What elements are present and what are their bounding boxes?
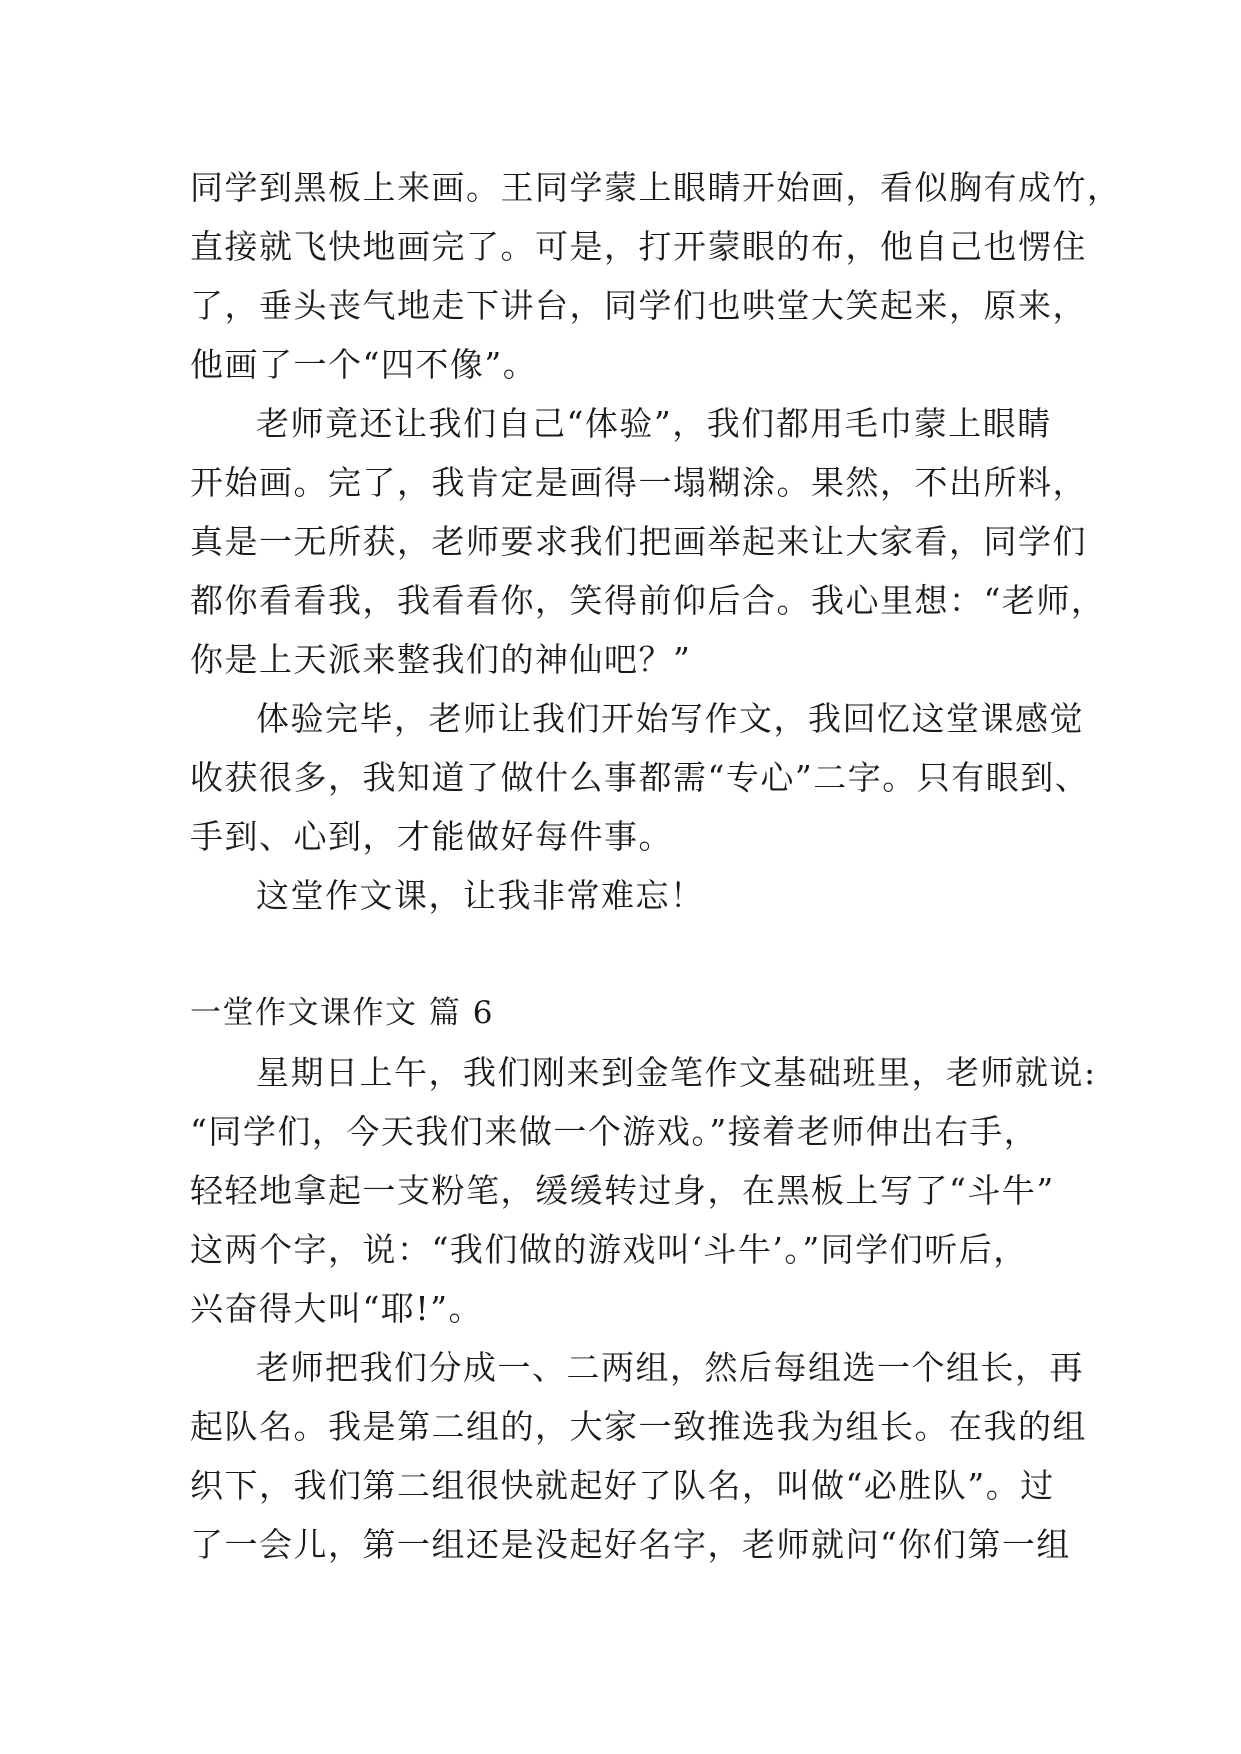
text-line: 体验完毕，老师让我们开始写作文，我回忆这堂课感觉 <box>256 699 1084 738</box>
text-line: 起队名。我是第二组的，大家一致推选我为组长。在我的组 <box>190 1407 1087 1446</box>
paragraph <box>190 1338 1087 1574</box>
text-line: 收获很多，我知道了做什么事都需“专心”二字。只有眼到、 <box>190 758 1090 797</box>
text-line: 真是一无所获，老师要求我们把画举起来让大家看，同学们 <box>190 522 1087 561</box>
text-line: 兴奋得大叫“耶!”。 <box>190 1289 484 1328</box>
text-line: 他画了一个“四不像”。 <box>190 345 538 384</box>
section-heading: 一堂作文课作文 篇 6 <box>190 995 494 1031</box>
text-line: 你是上天派来整我们的神仙吧？” <box>190 640 692 679</box>
paragraph <box>190 394 1106 689</box>
text-line: 了，垂头丧气地走下讲台，同学们也哄堂大笑起来，原来， <box>190 286 1087 325</box>
text-line: 直接就飞快地画完了。可是，打开蒙眼的布，他自己也愣住 <box>190 227 1087 266</box>
text-line: “同学们，今天我们来做一个游戏。”接着老师伸出右手， <box>190 1112 1039 1151</box>
text-line: 这两个字，说：“我们做的游戏叫‘斗牛’。”同学们听后， <box>190 1230 1028 1269</box>
paragraph <box>190 1043 1097 1338</box>
text-line: 同学到黑板上来画。王同学蒙上眼睛开始画，看似胸有成竹， <box>190 168 1122 207</box>
text-line: 这堂作文课，让我非常难忘！ <box>256 876 705 915</box>
text-line: 老师把我们分成一、二两组，然后每组选一个组长，再 <box>256 1348 1084 1387</box>
section-spacer <box>190 925 1070 984</box>
text-line: 织下，我们第二组很快就起好了队名，叫做“必胜队”。过 <box>190 1466 1055 1505</box>
text-line: 了一会儿，第一组还是没起好名字，老师就问“你们第一组 <box>190 1525 1071 1564</box>
text-line: 都你看看我，我看看你，笑得前仰后合。我心里想：“老师， <box>190 581 1106 620</box>
text-line: 手到、心到，才能做好每件事。 <box>190 817 673 856</box>
paragraph <box>190 866 1070 925</box>
paragraph <box>190 158 1122 394</box>
text-line: 星期日上午，我们刚来到金笔作文基础班里，老师就说: <box>256 1053 1097 1092</box>
document-page <box>190 158 1122 1574</box>
text-line: 老师竟还让我们自己“体验”，我们都用毛巾蒙上眼睛 <box>256 404 1052 443</box>
paragraph <box>190 689 1090 866</box>
text-line: 开始画。完了，我肯定是画得一塌糊涂。果然，不出所料， <box>190 463 1087 502</box>
text-line: 轻轻地拿起一支粉笔，缓缓转过身，在黑板上写了“斗牛” <box>190 1171 1055 1210</box>
